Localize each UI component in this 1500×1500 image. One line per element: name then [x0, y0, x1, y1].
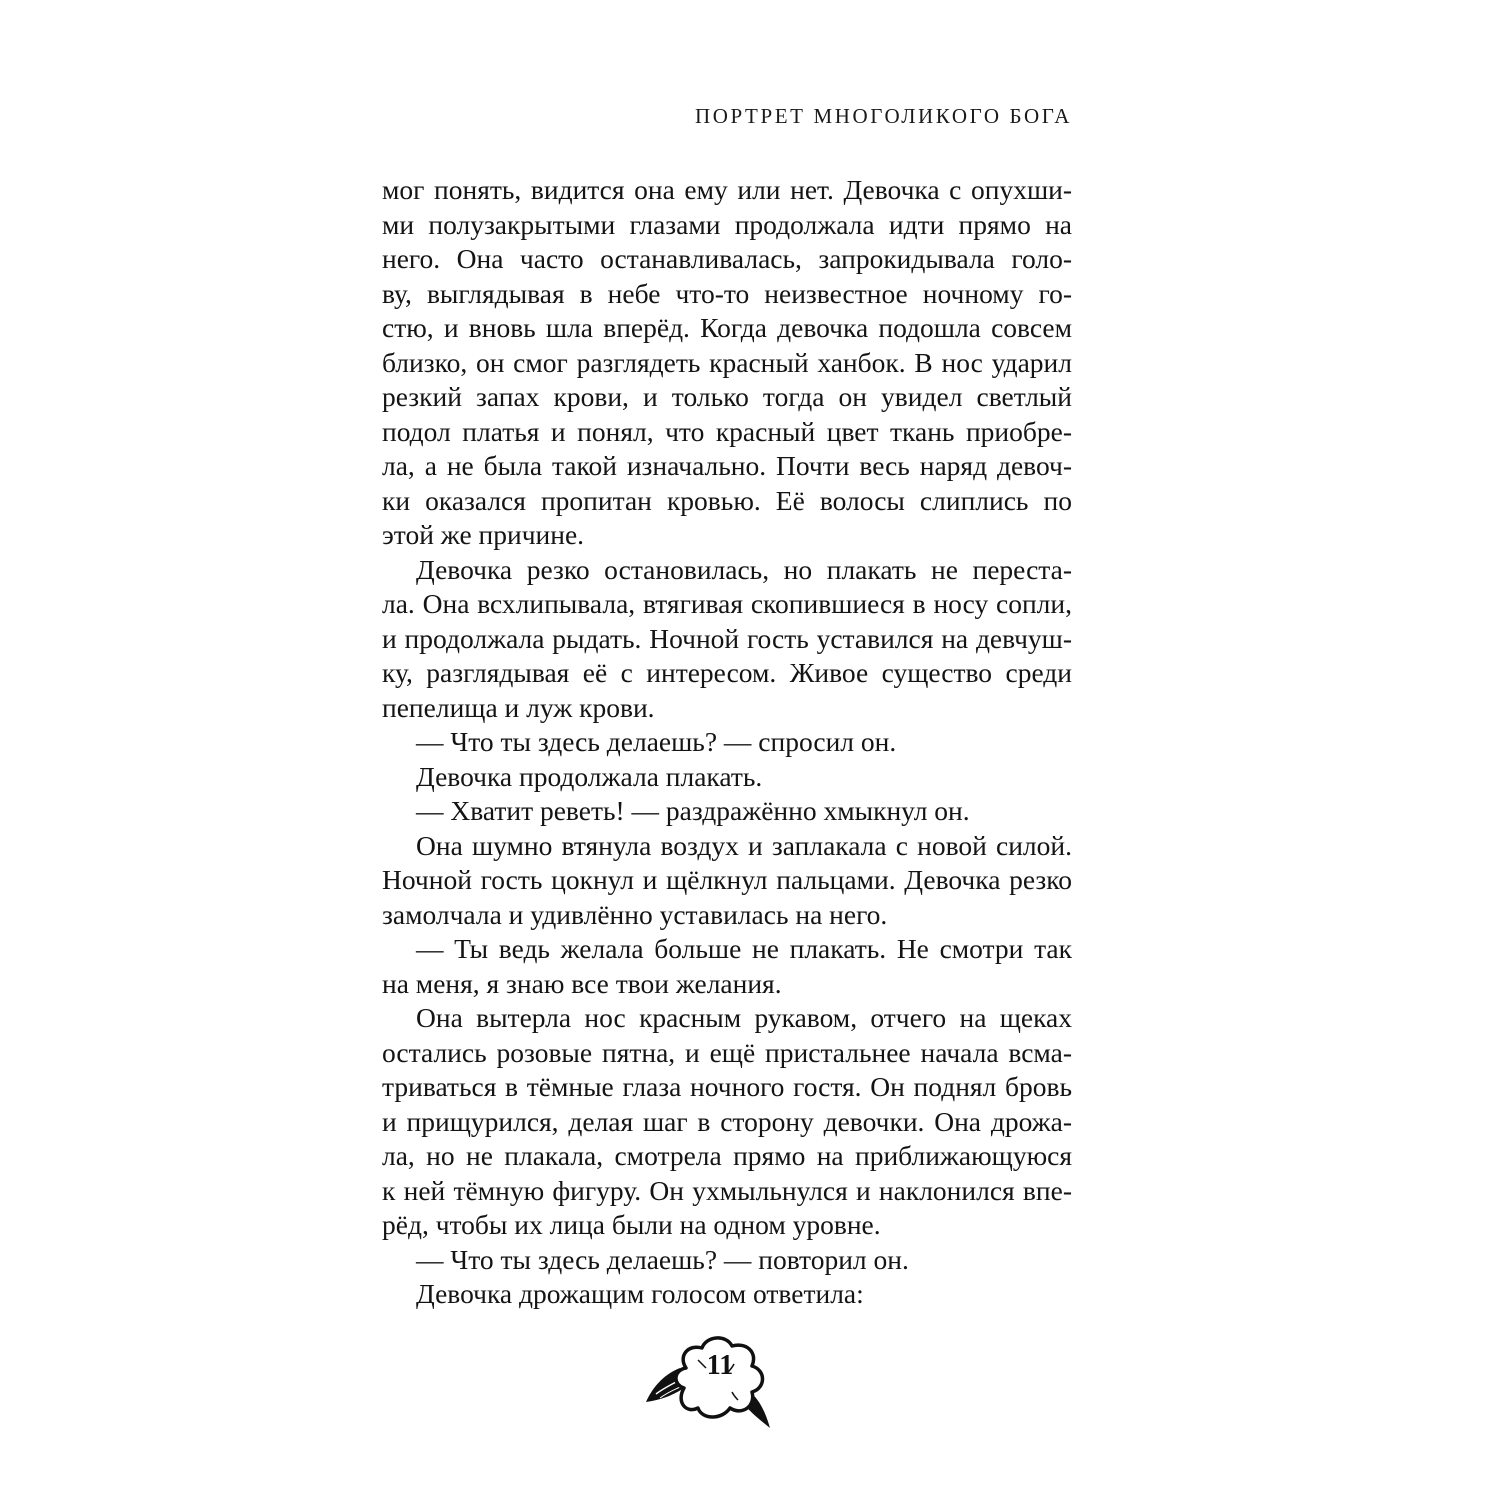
text-line: ку, разглядывая её с интересом. Живое существо среди [382, 657, 1072, 688]
text-line: Девочка резко остановилась, но плакать не переста- [416, 553, 1072, 585]
text-line: триваться в тёмные глаза ночного гостя. Он поднял бровь [382, 1071, 1072, 1102]
running-head: ПОРТРЕТ МНОГОЛИКОГО БОГА [694, 104, 1072, 128]
text-line: Ночной гость цокнул и щёлкнул пальцами. Девочка резко [382, 864, 1072, 895]
text-line: Девочка дрожащим голосом ответила: [416, 1278, 864, 1309]
text-line: мог понять, видится она ему или нет. Девочка с опухши- [382, 174, 1072, 205]
text-line: — Ты ведь желала больше не плакать. Не смотри так [416, 933, 1072, 964]
text-line: ми полузакрытыми глазами продолжала идти прямо на [382, 208, 1072, 240]
text-line: близко, он смог разглядеть красный ханбок. В нос ударил [382, 346, 1072, 378]
text-line: подол платья и понял, что красный цвет ткань приобре- [382, 415, 1072, 447]
text-line: ла. Она всхлипывала, втягивая скопившиеся в носу сопли, [382, 588, 1072, 619]
text-line: — Что ты здесь делаешь? — спросил он. [416, 726, 897, 757]
text-line: на меня, я знаю все твои желания. [382, 967, 782, 999]
text-line: стю, и вновь шла вперёд. Когда девочка подошла совсем [382, 312, 1072, 343]
text-line: остались розовые пятна, и ещё пристальнее начала всма- [382, 1036, 1072, 1068]
page-number-ornament [642, 1330, 782, 1430]
text-line: пепелища и луж крови. [382, 691, 655, 723]
text-line: — Что ты здесь делаешь? — повторил он. [416, 1243, 909, 1275]
text-line: Девочка продолжала плакать. [416, 760, 763, 792]
text-line: ла, а не была такой изначально. Почти весь наряд девоч- [382, 450, 1072, 481]
text-line: Она шумно втянула воздух и заплакала с новой силой. [416, 829, 1072, 861]
text-line: ву, выглядывая в небе что-то неизвестное ночному го- [382, 277, 1072, 309]
text-line: к ней тёмную фигуру. Он ухмыльнулся и наклонился впе- [382, 1174, 1072, 1206]
text-line: замолчала и удивлённо уставилась на него. [382, 898, 888, 930]
text-line: ла, но не плакала, смотрела прямо на приближающуюся [382, 1140, 1072, 1171]
text-line: резкий запах крови, и только тогда он увидел светлый [382, 381, 1072, 412]
text-line: ки оказался пропитан кровью. Её волосы слиплись по [382, 484, 1072, 516]
page-number: 11 [706, 1350, 734, 1381]
text-line: этой же причине. [382, 519, 585, 550]
text-line: и продолжала рыдать. Ночной гость уставился на девчуш- [382, 622, 1072, 654]
text-line: рёд, чтобы их лица были на одном уровне. [382, 1209, 881, 1240]
text-line: него. Она часто останавливалась, запрокидывала голо- [382, 243, 1072, 274]
text-line: и прищурился, делая шаг в сторону девочки. Она дрожа- [382, 1105, 1072, 1137]
text-line: Она вытерла нос красным рукавом, отчего на щеках [416, 1002, 1072, 1033]
text-line: — Хватит реветь! — раздражённо хмыкнул он. [416, 795, 970, 826]
body-text [382, 173, 1072, 1312]
